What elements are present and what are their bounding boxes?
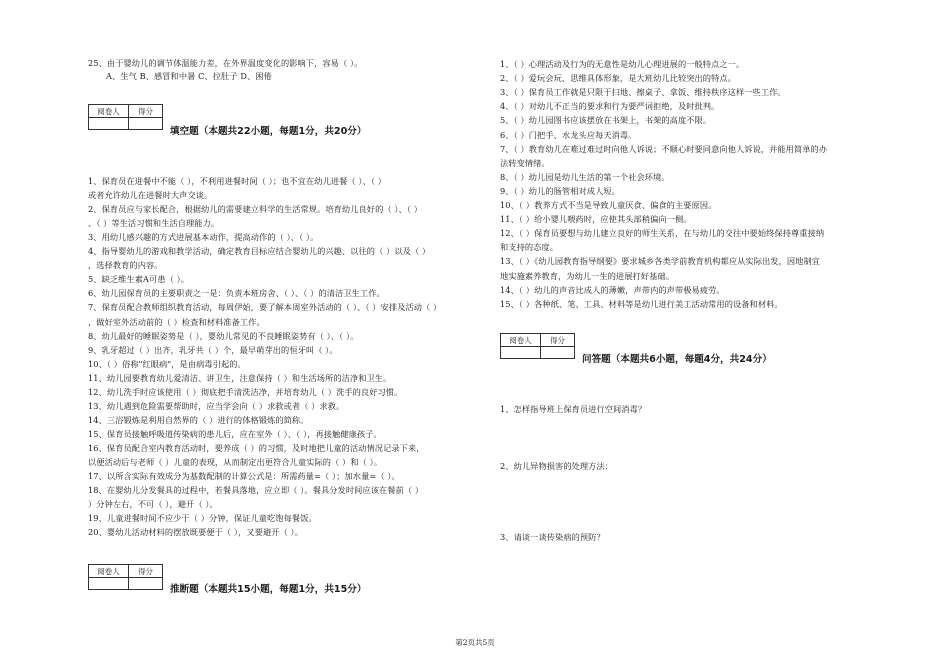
fill-question-line: 、（ ）等生活习惯和生活自理能力。 bbox=[88, 218, 220, 229]
score-cell[interactable] bbox=[129, 118, 163, 130]
fill-question-line: 10、（ ）俗称"红眼病"，是由病毒引起的。 bbox=[88, 358, 246, 369]
qa-question-3: 3、请谈一谈传染病的预防？ bbox=[500, 532, 605, 542]
fill-question-line: 1、保育员在进餐中不能（ ），不利用进餐时间（ ）；也不宜在幼儿进餐（ ）、（ ） bbox=[88, 176, 387, 186]
judge-question-line: 9、（ ）幼儿的肠管相对成人短。 bbox=[500, 185, 620, 196]
fill-question-line: 16、保育员配合室内教育活动时，要养成（ ）的习惯，及时地把儿童的活动情况记录下来， bbox=[88, 442, 425, 453]
fill-section-title: 填空题（本题共22小题，每题1分，共20分） bbox=[170, 126, 367, 137]
fill-question-line: 3、用幼儿感兴趣的方式进展基本动作，提高动作的（ ）、（ ）。 bbox=[88, 232, 319, 243]
judge-question-line: 14、（ ）幼儿的声音比成人的薄嫩，声带内的声带极易疲劳。 bbox=[500, 284, 725, 295]
score-label: 得分 bbox=[541, 334, 575, 347]
judge-question-line: 12、（ ）保育员要想与幼儿建立良好的师生关系，在与幼儿的交往中要始终保持尊重接纳 bbox=[500, 228, 825, 239]
scorer-label: 阅卷人 bbox=[89, 105, 129, 118]
fill-question-line: ）分钟左右，不可（ ），避开（ ）。 bbox=[88, 499, 218, 510]
judge-question-line: 13、（ ）《幼儿园教育指导纲要》要求城乡各类学前教育机构都应从实际出发，因地制宜 bbox=[500, 256, 821, 267]
judge-question-line: 6、（ ）门把手、水龙头应每天消毒。 bbox=[500, 129, 637, 140]
fill-question-line: 20、婴幼儿活动材料的摆放既要便于（ ），又要避开（ ）。 bbox=[88, 527, 304, 538]
scorer-label: 阅卷人 bbox=[501, 334, 541, 347]
judge-section-title: 推断题（本题共15小题，每题1分，共15分） bbox=[170, 584, 367, 595]
fill-question-line: ，选择教育的内容。 bbox=[88, 260, 163, 271]
fill-question-line: 8、幼儿最好的睡眠姿势是（ ），婴幼儿常见的不良睡眠姿势有（ ）、（ ）。 bbox=[88, 330, 359, 341]
judge-question-line: 5、（ ）幼儿园图书应该摆放在书架上，书架的高度不限。 bbox=[500, 115, 712, 126]
fill-question-line: 以便活动后与老师（ ）儿童的表现，从而制定出更符合儿童实际的（ ）和（ ）。 bbox=[88, 457, 383, 467]
fill-question-line: 5、缺乏维生素A可患（ ）。 bbox=[88, 274, 190, 285]
fill-question-line: 6、幼儿园保育员的主要职责之一是：负责本班房舍、（ ）、（ ）的清洁卫生工作。 bbox=[88, 288, 385, 299]
judge-question-line: 11、（ ）给小婴儿喂药时，应使其头部稍偏向一侧。 bbox=[500, 214, 692, 225]
score-label: 得分 bbox=[129, 565, 163, 578]
fill-question-line: 18、在婴幼儿分发餐具的过程中，若餐具落地，应立即（ ）。餐具分发时间应该在餐前（ ） bbox=[88, 485, 424, 496]
judge-question-line: 10、（ ）教养方式不当是导致儿童厌食、偏食的主要原因。 bbox=[500, 200, 717, 210]
fill-question-line: 12、幼儿洗手时应该使用（ ）彻底把手清洗洁净，并培育幼儿（ ）洗手的良好习惯。 bbox=[88, 386, 403, 397]
score-cell[interactable] bbox=[129, 578, 163, 590]
qa-score-box bbox=[500, 333, 575, 359]
scorer-cell[interactable] bbox=[89, 118, 129, 130]
judge-question-line: 3、（ ）保育员工作就是只限于扫地、擦桌子、拿饭、维持秩序这样一些工作。 bbox=[500, 87, 786, 98]
qa-question-2: 2、幼儿异物损害的处理方法： bbox=[500, 461, 614, 471]
scorer-cell[interactable] bbox=[89, 578, 129, 590]
fill-question-line: 11、幼儿园要教育幼儿爱清洁、讲卫生，注意保持（ ）和生活场所的洁净和卫生。 bbox=[88, 372, 392, 383]
fill-question-line: 9、乳牙超过（ ）出齐，乳牙共（ ）个，最早萌芽出的恒牙叫（ ）。 bbox=[88, 344, 338, 355]
judge-question-line: 15、（ ）各种纸、笔、工具、材料等是幼儿进行美工活动常用的设备和材料。 bbox=[500, 298, 783, 309]
fill-question-line: 4、指导婴幼儿的游戏和教学活动，确定教育目标应结合婴幼儿的兴趣、以往的（ ）以及（ ） bbox=[88, 246, 431, 257]
score-label: 得分 bbox=[129, 105, 163, 118]
judge-question-line: 和支持的态度。 bbox=[500, 242, 559, 253]
fill-question-line: 19、儿童进餐时间不应少于（ ）分钟，保证儿童吃饱每餐饭。 bbox=[88, 513, 317, 524]
judge-score-box bbox=[88, 564, 163, 590]
fill-score-box bbox=[88, 104, 163, 130]
question-25-options: A、生气 B、感冒和中暑 C、拉肚子 D、困倦 bbox=[106, 71, 272, 81]
judge-question-line: 1、（ ）心理活动及行为的无意性是幼儿心理进展的一般特点之一。 bbox=[500, 59, 745, 69]
judge-question-line: 地实施素养教育，为幼儿一生的进展打好基础。 bbox=[500, 270, 675, 281]
fill-question-line: 17、以所含实际有效成分为基数配制的计算公式是：所需药量=（ ）；加水量=（ ）。 bbox=[88, 471, 400, 482]
fill-question-line: 13、幼儿遇到危险需要帮助时，应当学会向（ ）求救或者（ ）求救。 bbox=[88, 400, 345, 411]
fill-question-line: ，做好室外活动前的（ ）检查和材料准备工作。 bbox=[88, 316, 265, 327]
fill-question-line: 15、保育员接触呼吸道传染病的患儿后，应在室外（ ）、（ ），再接触健康孩子。 bbox=[88, 428, 382, 439]
score-cell[interactable] bbox=[541, 347, 575, 359]
qa-question-1: 1、怎样指导班上保育员进行空间消毒？ bbox=[500, 404, 647, 414]
judge-question-line: 法转变情绪。 bbox=[500, 157, 550, 168]
judge-question-line: 2、（ ）爱玩会玩、思维具体形象，是大班幼儿比较突出的特点。 bbox=[500, 73, 736, 84]
fill-question-line: 14、三浴锻炼是利用自然界的（ ）进行的体格锻炼的简称。 bbox=[88, 414, 309, 425]
question-25-stem: 25、由于婴幼儿的调节体温能力差，在外界温度变化的影响下，容易（ ）。 bbox=[88, 58, 363, 68]
qa-section-title: 问答题（本题共6小题，每题4分，共24分） bbox=[582, 354, 772, 365]
fill-question-line: 或者允许幼儿在进餐时大声交谈。 bbox=[88, 190, 213, 201]
fill-question-line: 2、保育员应与家长配合，根据幼儿的需要建立科学的生活常规。培育幼儿良好的（ ）、（ ） bbox=[88, 204, 423, 215]
judge-question-line: 4、（ ）对幼儿不正当的要求和行为要严词拒绝，及时批判。 bbox=[500, 101, 720, 112]
scorer-label: 阅卷人 bbox=[89, 565, 129, 578]
judge-question-line: 8、（ ）幼儿园是幼儿生活的第一个社会环境。 bbox=[500, 171, 670, 182]
scorer-cell[interactable] bbox=[501, 347, 541, 359]
fill-question-line: 7、保育员配合教师组织教育活动，每周伊始，要了解本周室外活动的（ ）、（ ）安排及活动（ ） bbox=[88, 302, 442, 313]
page-footer: 第2页共5页 bbox=[455, 638, 495, 647]
judge-question-line: 7、（ ）教育幼儿在难过难过时向他人诉说；不顺心时要同意向他人诉说，并能用简单的办 bbox=[500, 143, 828, 154]
